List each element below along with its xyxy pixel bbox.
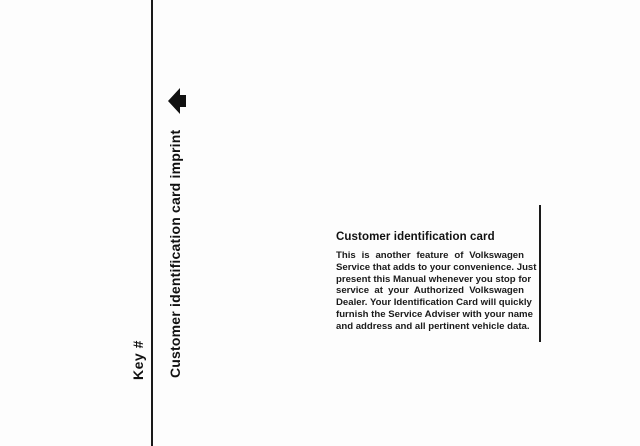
card-body-line: furnish the Service Adviser with your name [336, 308, 533, 320]
card-body-line: This is another feature of Volkswagen [336, 250, 524, 261]
card-body-line: Service that adds to your convenience. Just [336, 261, 537, 273]
card-body-line: and address and all pertinent vehicle data. [336, 320, 530, 332]
card-body [336, 250, 537, 333]
card-body-line: present this Manual whenever you stop for [336, 273, 532, 285]
identification-card-section [336, 231, 537, 333]
right-divider-line [539, 205, 541, 342]
left-divider-line [151, 0, 153, 446]
card-body-line: Dealer. Your Identification Card will quickly [336, 297, 532, 309]
imprint-label: Customer identification card imprint [167, 129, 183, 378]
key-number-label: Key # [130, 340, 146, 380]
card-body-line: service at your Authorized Volkswagen [336, 285, 524, 297]
card-title: Customer identification card [336, 231, 495, 243]
left-arrow-icon [168, 88, 186, 114]
